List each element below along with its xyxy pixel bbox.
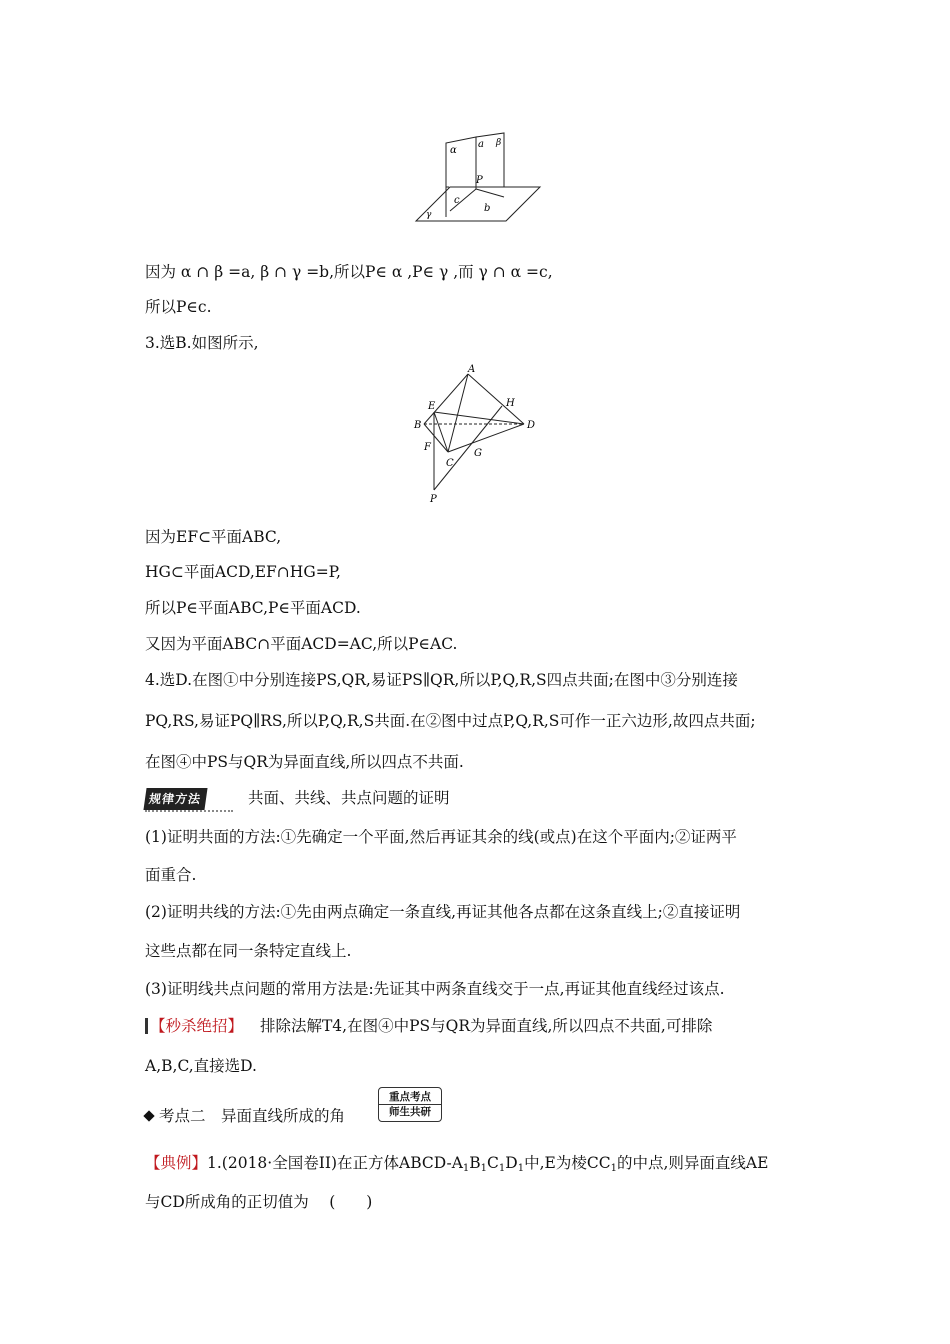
trick-bar-icon xyxy=(145,1018,148,1034)
example-line-2: 与CD所成角的正切值为 ( ) xyxy=(145,1193,373,1211)
example-line: 【典例】1.(2018·全国卷II)在正方体ABCD-$A_1B_1C_1D_1$中,E为棱$CC_1$的中点,则异面直线AE xyxy=(145,1154,769,1174)
text-line: 4.选D.在图①中分别连接PS,QR,易证PS∥QR,所以P,Q,R,S四点共面;在图中③分别连接 xyxy=(145,671,738,689)
label-F: F xyxy=(424,442,431,453)
diamond-icon xyxy=(143,1110,154,1121)
label-P: P xyxy=(476,175,483,186)
section-badge: 重点考点 师生共研 xyxy=(378,1087,442,1122)
label-G: G xyxy=(474,448,482,459)
method-line: (2)证明共线的方法:①先由两点确定一条直线,再证其他各点都在这条直线上;②直接证明 xyxy=(145,903,741,921)
section-title: 考点二 异面直线所成的角 xyxy=(159,1107,346,1125)
label-P: P xyxy=(430,494,437,505)
text-line: 所以P∈平面ABC,P∈平面ACD. xyxy=(145,599,361,617)
method-header xyxy=(145,788,449,812)
label-alpha: α xyxy=(450,145,457,156)
figure-planes xyxy=(410,125,550,225)
text-line: 在图④中PS与QR为异面直线,所以四点不共面. xyxy=(145,753,464,771)
method-line: 面重合. xyxy=(145,866,197,884)
label-B: B xyxy=(414,420,422,431)
label-A: A xyxy=(468,364,476,375)
method-title: 共面、共线、共点问题的证明 xyxy=(247,789,450,807)
label-D: D xyxy=(527,420,536,431)
trick-text: 排除法解T4,在图④中PS与QR为异面直线,所以四点不共面,可排除 xyxy=(259,1017,713,1035)
trick-tag: 【秒杀绝招】 xyxy=(150,1017,244,1035)
section-header xyxy=(145,1106,345,1126)
label-b: b xyxy=(484,203,491,214)
label-C: C xyxy=(446,458,454,469)
text-line: PQ,RS,易证PQ∥RS,所以P,Q,R,S共面.在②图中过点P,Q,R,S可作一正六边形,故四点共面; xyxy=(145,712,756,730)
method-line: 这些点都在同一条特定直线上. xyxy=(145,942,352,960)
method-line: (1)证明共面的方法:①先确定一个平面,然后再证其余的线(或点)在这个平面内;②证两平 xyxy=(145,828,737,846)
figure-tetrahedron xyxy=(410,360,550,510)
text-line: HG⊂平面ACD,EF∩HG=P, xyxy=(145,563,341,581)
text-line: 3.选B.如图所示, xyxy=(145,334,259,352)
method-tag: 规律方法 xyxy=(143,788,207,810)
text-line: 又因为平面ABC∩平面ACD=AC,所以P∈AC. xyxy=(145,635,458,653)
label-c: c xyxy=(454,195,460,206)
text-line: 因为EF⊂平面ABC, xyxy=(145,528,282,546)
text-line: 因为 α ∩ β =a, β ∩ γ =b,所以P∈ α ,P∈ γ ,而 γ ∩ α =c, xyxy=(145,263,553,281)
method-line: (3)证明线共点问题的常用方法是:先证其中两条直线交于一点,再证其他直线经过该点. xyxy=(145,980,725,998)
trick-line xyxy=(145,1016,712,1036)
label-H: H xyxy=(506,398,515,409)
trick-line-2: A,B,C,直接选D. xyxy=(145,1057,257,1075)
label-E: E xyxy=(428,401,436,412)
text-line: 所以P∈c. xyxy=(145,298,212,316)
label-a: a xyxy=(478,139,484,150)
label-gamma: γ xyxy=(426,210,432,220)
label-beta: β xyxy=(496,138,502,148)
example-tag: 【典例】 xyxy=(145,1154,208,1172)
